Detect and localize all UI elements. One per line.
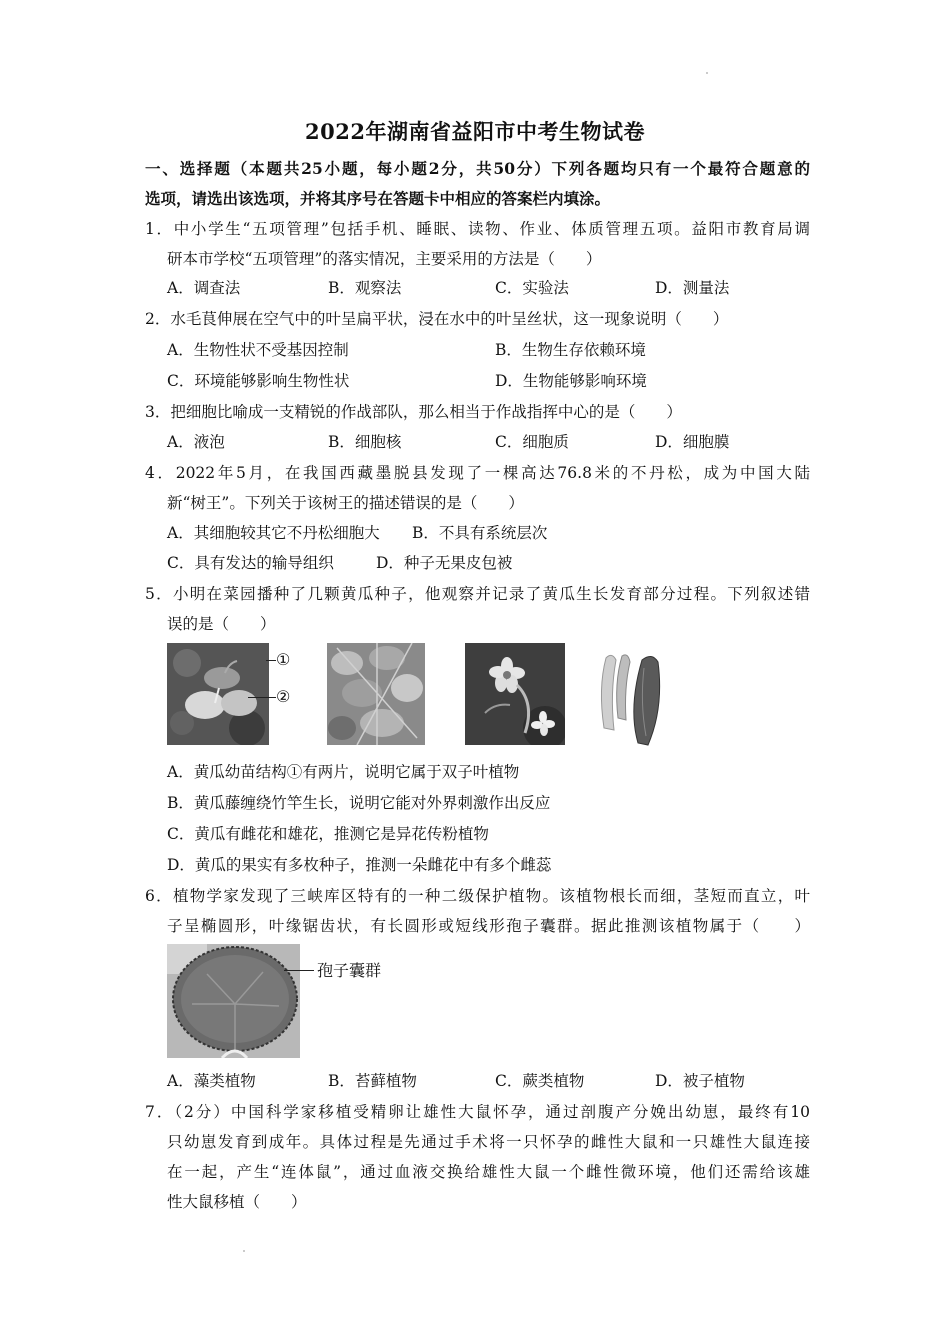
- q6-option-d: D．被子植物: [655, 1072, 745, 1090]
- page-title: 2022年湖南省益阳市中考生物试卷: [305, 119, 645, 144]
- label-1: ①: [276, 650, 291, 669]
- question-7-line-3: 在一起，产生“连体鼠”，通过血液交换给雄性大鼠一个雌性微环境，他们还需给该雄: [167, 1163, 810, 1181]
- q1-option-c: C．实验法: [495, 279, 569, 297]
- q6-option-c: C．蕨类植物: [495, 1072, 585, 1090]
- question-5-line-2: 误的是（ ）: [167, 615, 276, 633]
- cucumber-fruit-photo: [592, 648, 670, 750]
- q1-option-a: A．调查法: [167, 279, 241, 297]
- question-7-line-1: 7．（2分）中国科学家移植受精卵让雄性大鼠怀孕，通过剖腹产分娩出幼崽，最终有10: [145, 1103, 810, 1121]
- q3-option-b: B．细胞核: [328, 433, 402, 451]
- pointer-line: [266, 660, 276, 661]
- q2-option-c: C．环境能够影响生物性状: [167, 372, 350, 390]
- q4-option-a: A．其细胞较其它不丹松细胞大: [167, 524, 380, 542]
- q5-option-c: C．黄瓜有雌花和雄花，推测它是异花传粉植物: [167, 825, 489, 843]
- fern-leaf-photo: [167, 944, 300, 1058]
- question-7-line-2: 只幼崽发育到成年。具体过程是先通过手术将一只怀孕的雌性大鼠和一只雄性大鼠连接: [167, 1133, 810, 1151]
- q5-option-b: B．黄瓜藤缠绕竹竿生长，说明它能对外界刺激作出反应: [167, 794, 551, 812]
- scan-dot: [706, 72, 708, 74]
- q1-option-d: D．测量法: [655, 279, 730, 297]
- question-4-line-1: 4．2022年5月，在我国西藏墨脱县发现了一棵高达76.8米的不丹松，成为中国大陆: [145, 464, 810, 482]
- q4-option-b: B．不具有系统层次: [412, 524, 548, 542]
- question-4-line-2: 新“树王”。下列关于该树王的描述错误的是（ ）: [167, 494, 524, 512]
- q3-option-d: D．细胞膜: [655, 433, 730, 451]
- question-6-line-1: 6．植物学家发现了三峡库区特有的一种二级保护植物。该植物根长而细，茎短而直立，叶: [145, 887, 810, 905]
- scan-dot: [243, 1250, 245, 1252]
- q6-option-a: A．藻类植物: [167, 1072, 256, 1090]
- q2-option-d: D．生物能够影响环境: [495, 372, 647, 390]
- question-1-line-2: 研本市学校“五项管理”的落实情况，主要采用的方法是（ ）: [167, 250, 602, 268]
- q6-option-b: B．苔藓植物: [328, 1072, 417, 1090]
- pointer-line: [284, 970, 314, 971]
- cucumber-flower-photo: [465, 643, 565, 745]
- q3-option-c: C．细胞质: [495, 433, 569, 451]
- question-5-line-1: 5．小明在菜园播种了几颗黄瓜种子，他观察并记录了黄瓜生长发育部分过程。下列叙述错: [145, 585, 810, 603]
- q5-option-a: A．黄瓜幼苗结构①有两片，说明它属于双子叶植物: [167, 763, 520, 781]
- pointer-line: [248, 697, 276, 698]
- section-header-line-1: 一、选择题（本题共25小题，每小题2分，共50分）下列各题均只有一个最符合题意的: [145, 159, 810, 178]
- q1-option-b: B．观察法: [328, 279, 402, 297]
- question-1-line-1: 1．中小学生“五项管理”包括手机、睡眠、读物、作业、体质管理五项。益阳市教育局调: [145, 220, 810, 238]
- question-2-line-1: 2．水毛茛伸展在空气中的叶呈扁平状，浸在水中的叶呈丝状，这一现象说明（ ）: [145, 310, 729, 328]
- q2-option-b: B．生物生存依赖环境: [495, 341, 646, 359]
- question-7-line-4: 性大鼠移植（ ）: [167, 1193, 307, 1211]
- cucumber-vine-photo: [327, 643, 425, 745]
- q2-option-a: A．生物性状不受基因控制: [167, 341, 349, 359]
- q5-option-d: D．黄瓜的果实有多枚种子，推测一朵雌花中有多个雌蕊: [167, 856, 552, 874]
- q4-option-c: C．具有发达的输导组织: [167, 554, 334, 572]
- q3-option-a: A．液泡: [167, 433, 225, 451]
- question-3-line-1: 3．把细胞比喻成一支精锐的作战部队，那么相当于作战指挥中心的是（ ）: [145, 403, 682, 421]
- q4-option-d: D．种子无果皮包被: [376, 554, 513, 572]
- label-2: ②: [276, 687, 291, 706]
- cucumber-seedling-photo: [167, 643, 269, 745]
- section-header-line-2: 选项，请选出该选项，并将其序号在答题卡中相应的答案栏内填涂。: [145, 189, 611, 208]
- question-6-line-2: 子呈椭圆形，叶缘锯齿状，有长圆形或短线形孢子囊群。据此推测该植物属于（ ）: [167, 917, 810, 935]
- sporangia-label: 孢子囊群: [317, 961, 382, 980]
